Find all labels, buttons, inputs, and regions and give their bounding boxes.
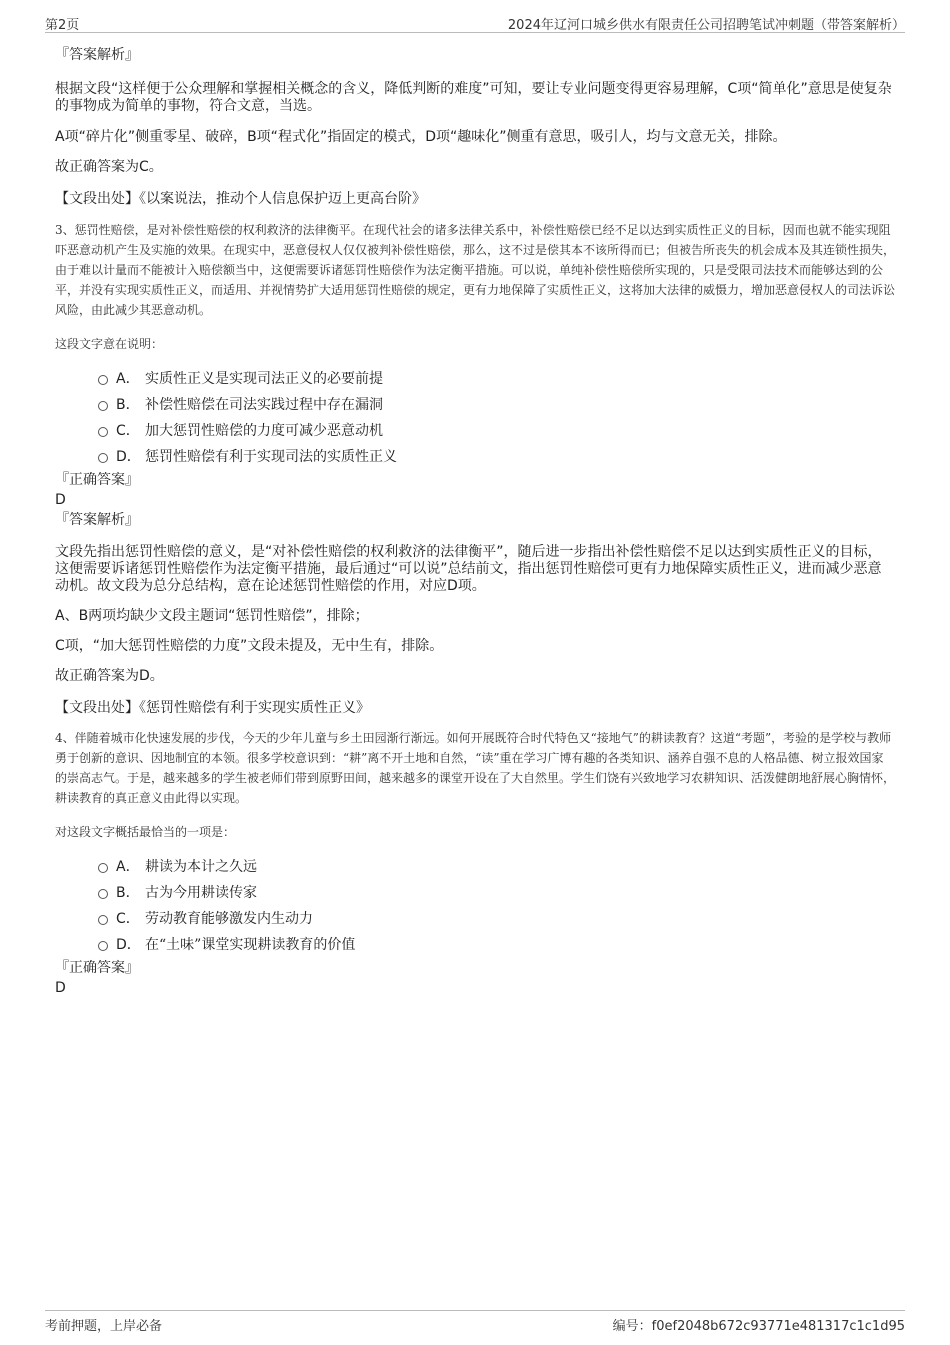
radio-button[interactable] [98, 863, 108, 873]
option-text: 耕读为本计之久远 [145, 859, 257, 875]
option-letter: A． [116, 859, 140, 875]
question-prompt: 这段文字意在说明： [55, 337, 164, 351]
radio-button[interactable] [98, 401, 108, 411]
page-footer [45, 1310, 905, 1335]
radio-button[interactable] [98, 941, 108, 951]
radio-button[interactable] [98, 427, 108, 437]
option-letter: C． [116, 911, 140, 927]
document-id: 编号：f0ef2048b672c93771e481317c1c1d95 [612, 1319, 905, 1334]
analysis-paragraph: C项，“加大惩罚性赔偿的力度”文段未提及，无中生有，排除。 [55, 638, 444, 654]
analysis-label: 『答案解析』 [55, 47, 139, 63]
passage-source: 【文段出处】《惩罚性赔偿有利于实现实质性正义》 [55, 700, 370, 716]
option-text: 劳动教育能够激发内生动力 [145, 911, 313, 927]
analysis-paragraph: 根据文段“这样便于公众理解和掌握相关概念的含义，降低判断的难度”可知，要让专业问题变得更容易理解，C项“简单化”意思是使复杂的事物成为简单的事物，符合文意，当选。 [55, 81, 892, 114]
option-c[interactable] [55, 906, 895, 932]
question-passage: 3、惩罚性赔偿，是对补偿性赔偿的权利救济的法律衡平。在现代社会的诸多法律关系中，补偿性赔偿已经不足以达到实质性正义的目标，因而也就不能实现阻吓恶意动机产生及实施的效果。在现实中，恶意侵权人仅仅被判补偿性赔偿，那么，这不过是偿其本不该所得而已；但被告所丧失的机会成本及其连锁性损失，由于难以计量而不能被计入赔偿额当中，这便需要诉诸惩罚性赔偿作为法定衡平措施。可以说，单纯补偿性赔偿所实现的，只是受限司法技术而能够达到的公平，并没有实现实质性正义，而适用、并视情势扩大适用惩罚性赔偿的规定，更有力地保障了实质性正义，这将加大法律的威慑力，增加恶意侵权人的司法诉讼风险，由此减少其恶意动机。 [55, 223, 896, 317]
question-passage: 4、伴随着城市化快速发展的步伐，今天的少年儿童与乡土田园渐行渐远。如何开展既符合时代特色又“接地气”的耕读教育？这道“考题”，考验的是学校与教师勇于创新的意识、因地制宜的本领。很多学校意识到：“耕”离不开土地和自然，“读”重在学习广博有趣的各类知识、涵养自强不息的人格品德、树立报效国家的崇高志气。于是，越来越多的学生被老师们带到原野田间，越来越多的课堂开设在了大自然里。学生们饶有兴致地学习农耕知识、活泼健朗地舒展心胸情怀，耕读教育的真正意义由此得以实现。 [55, 731, 896, 805]
option-d[interactable] [55, 932, 895, 958]
option-letter: D． [116, 449, 141, 465]
analysis-paragraph: 故正确答案为C。 [55, 159, 163, 175]
analysis-paragraph: A项“碎片化”侧重零星、破碎，B项“程式化”指固定的模式，D项“趣味化”侧重有意思，吸引人，均与文意无关，排除。 [55, 129, 787, 145]
option-text: 惩罚性赔偿有利于实现司法的实质性正义 [145, 449, 397, 465]
analysis-paragraph: 文段先指出惩罚性赔偿的意义，是“对补偿性赔偿的权利救济的法律衡平”，随后进一步指出补偿性赔偿不足以达到实质性正义的目标，这便需要诉诸惩罚性赔偿作为法定衡平措施，最后通过“可以说”总结前文，指出惩罚性赔偿可更有力地保障实质性正义，进而减少恶意动机。故文段为总分总结构，意在论述惩罚性赔偿的作用，对应D项。 [55, 544, 882, 594]
options-list [55, 366, 895, 470]
radio-button[interactable] [98, 915, 108, 925]
option-letter: B． [116, 397, 140, 413]
option-b[interactable] [55, 392, 895, 418]
option-a[interactable] [55, 366, 895, 392]
radio-button[interactable] [98, 889, 108, 899]
document-title: 2024年辽河口城乡供水有限责任公司招聘笔试冲刺题（带答案解析） [507, 18, 905, 33]
option-text: 加大惩罚性赔偿的力度可减少恶意动机 [145, 423, 383, 439]
correct-answer: D [55, 492, 66, 508]
analysis-paragraph: 故正确答案为D。 [55, 668, 164, 684]
option-text: 古为今用耕读传家 [145, 885, 257, 901]
page-header [45, 10, 905, 33]
option-b[interactable] [55, 880, 895, 906]
radio-button[interactable] [98, 453, 108, 463]
document-body [55, 45, 895, 998]
radio-button[interactable] [98, 375, 108, 385]
option-text: 补偿性赔偿在司法实践过程中存在漏洞 [145, 397, 383, 413]
option-letter: A． [116, 371, 140, 387]
footer-slogan: 考前押题，上岸必备 [45, 1319, 163, 1334]
options-list [55, 854, 895, 958]
option-c[interactable] [55, 418, 895, 444]
analysis-label: 『答案解析』 [55, 512, 139, 528]
option-letter: D． [116, 937, 141, 953]
analysis-paragraph: A、B两项均缺少文段主题词“惩罚性赔偿”，排除； [55, 608, 369, 624]
correct-answer: D [55, 980, 66, 996]
option-text: 在“土味”课堂实现耕读教育的价值 [145, 937, 356, 953]
option-d[interactable] [55, 444, 895, 470]
answer-label: 『正确答案』 [55, 960, 139, 976]
option-a[interactable] [55, 854, 895, 880]
option-text: 实质性正义是实现司法正义的必要前提 [145, 371, 383, 387]
passage-source: 【文段出处】《以案说法，推动个人信息保护迈上更高台阶》 [55, 191, 426, 207]
option-letter: B． [116, 885, 140, 901]
option-letter: C． [116, 423, 140, 439]
question-prompt: 对这段文字概括最恰当的一项是： [55, 825, 236, 839]
answer-label: 『正确答案』 [55, 472, 139, 488]
page-number: 第2页 [45, 18, 80, 33]
